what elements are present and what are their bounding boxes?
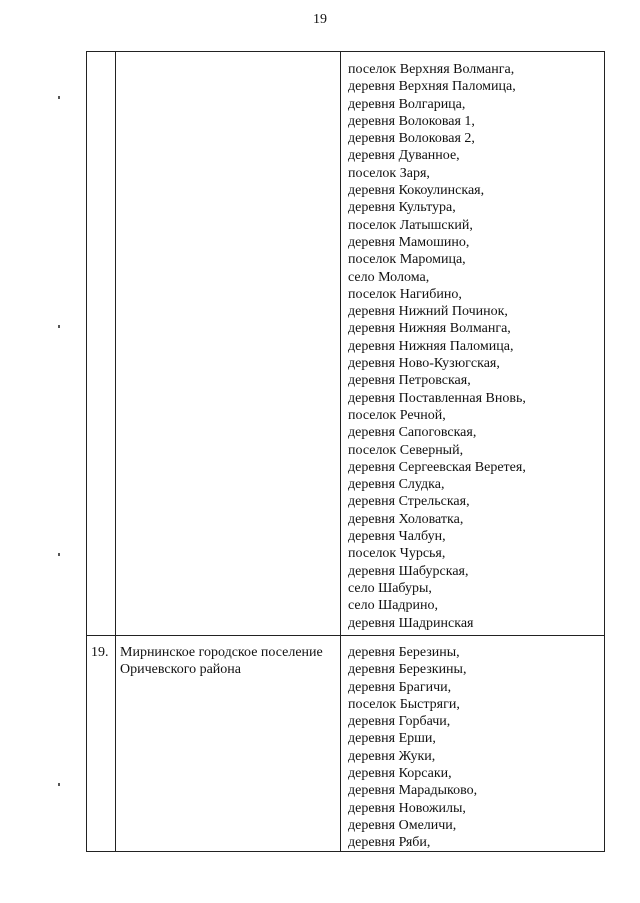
- settlement-item: деревня Волоковая 1,: [348, 113, 475, 129]
- municipality-name-line: Оричевского района: [120, 662, 241, 678]
- settlement-item: деревня Нижняя Волманга,: [348, 321, 511, 337]
- municipality-name: [120, 644, 335, 679]
- margin-mark: [58, 325, 60, 328]
- column-divider: [115, 52, 116, 851]
- row-divider: [87, 635, 604, 636]
- settlement-item: деревня Нижняя Паломица,: [348, 338, 514, 354]
- settlement-item: деревня Сапоговская,: [348, 425, 477, 441]
- settlement-item: деревня Ряби,: [348, 835, 431, 851]
- settlement-item: деревня Березины,: [348, 645, 460, 660]
- settlement-item: село Шадрино,: [348, 598, 439, 614]
- margin-mark: [58, 96, 60, 99]
- settlement-item: деревня Ново-Кузюгская,: [348, 356, 500, 372]
- settlement-item: деревня Сергеевская Веретея,: [348, 459, 526, 475]
- settlement-item: деревня Волгарица,: [348, 96, 466, 112]
- settlement-item: поселок Быстряги,: [348, 696, 460, 712]
- settlement-item: деревня Шабурская,: [348, 563, 469, 579]
- settlement-item: деревня Кокоулинская,: [348, 183, 485, 199]
- settlement-item: деревня Петровская,: [348, 373, 471, 389]
- settlement-list: [348, 644, 477, 852]
- settlement-item: поселок Нагибино,: [348, 286, 462, 302]
- settlements-table: [86, 51, 605, 852]
- settlement-item: поселок Чурсья,: [348, 546, 446, 562]
- settlement-item: деревня Мамошино,: [348, 234, 470, 250]
- settlement-item: деревня Холоватка,: [348, 511, 464, 527]
- settlement-item: деревня Поставленная Вновь,: [348, 390, 526, 406]
- settlement-item: деревня Слудка,: [348, 477, 445, 493]
- row-number: 19.: [91, 645, 109, 660]
- settlement-item: поселок Северный,: [348, 442, 464, 458]
- settlement-item: деревня Культура,: [348, 200, 456, 216]
- settlement-item: деревня Шадринская: [348, 615, 474, 631]
- margin-mark: [58, 783, 60, 786]
- municipality-name-line: Мирнинское городское поселение: [120, 645, 323, 660]
- settlement-item: деревня Дуванное,: [348, 148, 460, 164]
- settlement-item: поселок Речной,: [348, 407, 446, 423]
- settlement-item: деревня Чалбун,: [348, 529, 446, 545]
- settlement-item: деревня Волоковая 2,: [348, 131, 475, 147]
- settlement-item: деревня Корсаки,: [348, 766, 452, 782]
- settlement-item: деревня Жуки,: [348, 748, 436, 764]
- settlement-item: деревня Горбачи,: [348, 714, 451, 730]
- page-number: 19: [313, 12, 327, 27]
- settlement-item: деревня Стрельская,: [348, 494, 470, 510]
- column-divider: [340, 52, 341, 851]
- settlement-list: [348, 61, 526, 632]
- settlement-item: село Молома,: [348, 269, 430, 285]
- settlement-item: деревня Марадыково,: [348, 783, 478, 799]
- settlement-item: поселок Заря,: [348, 165, 430, 181]
- margin-mark: [58, 553, 60, 556]
- settlement-item: деревня Новожилы,: [348, 800, 466, 816]
- settlement-item: село Шабуры,: [348, 580, 432, 596]
- settlement-item: поселок Латышский,: [348, 217, 473, 233]
- settlement-item: деревня Ерши,: [348, 731, 436, 747]
- settlement-item: поселок Маромица,: [348, 252, 466, 268]
- settlement-item: деревня Нижний Починок,: [348, 304, 508, 320]
- settlement-item: деревня Березкины,: [348, 662, 467, 678]
- settlement-item: деревня Брагичи,: [348, 679, 452, 695]
- settlement-item: поселок Верхняя Волманга,: [348, 62, 515, 77]
- settlement-item: деревня Омеличи,: [348, 817, 457, 833]
- settlement-item: деревня Верхняя Паломица,: [348, 79, 516, 95]
